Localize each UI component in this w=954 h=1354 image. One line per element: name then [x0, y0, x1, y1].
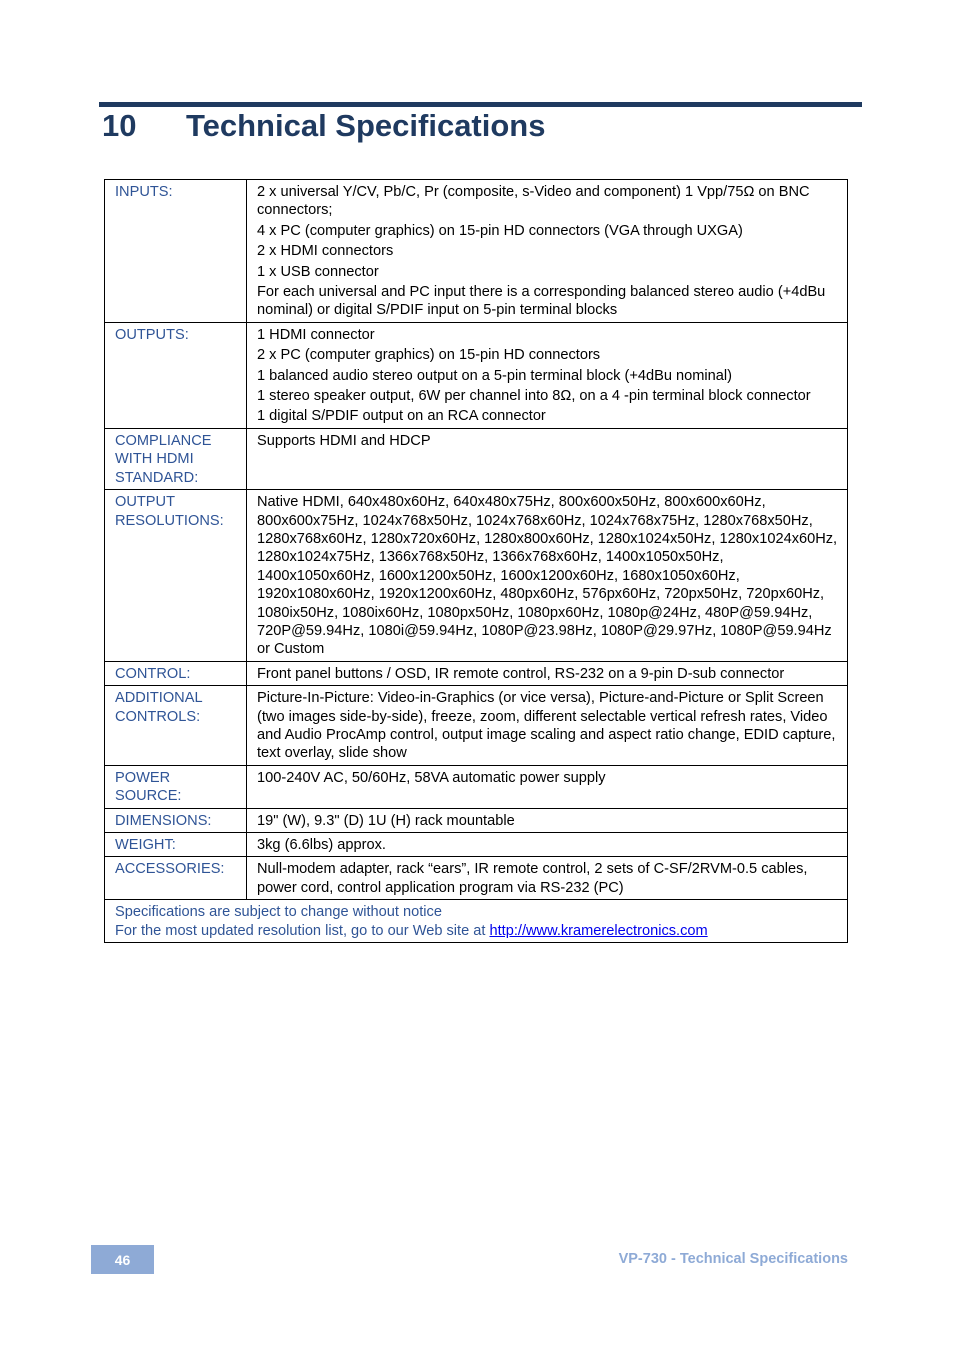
list-item: 1 digital S/PDIF output on an RCA connector	[257, 408, 546, 425]
spec-value	[247, 808, 848, 832]
spec-label: COMPLIANCE WITH HDMI STANDARD:	[105, 428, 247, 489]
spec-text: Null-modem adapter, rack “ears”, IR remote control, 2 sets of C-SF/2RVM-0.5 cables, power cord, control application program via RS-232 (PC)	[257, 861, 808, 896]
table-row	[105, 661, 848, 685]
spec-text: 100-240V AC, 50/60Hz, 58VA automatic power supply	[257, 769, 606, 786]
list-item: 1 balanced audio stereo output on a 5-pin terminal block (+4dBu nominal)	[257, 367, 733, 384]
list-item: 1 HDMI connector	[257, 326, 375, 343]
table-row	[105, 808, 848, 832]
note-text	[115, 922, 841, 940]
list-item: 2 x universal Y/CV, Pb/C, Pr (composite, s-Video and component) 1 Vpp/75Ω on BNC connectors;	[257, 184, 810, 219]
spec-label: INPUTS:	[105, 180, 247, 323]
notes-row	[105, 900, 848, 943]
heading-rule	[99, 102, 862, 107]
table-row	[105, 180, 848, 323]
table-row	[105, 686, 848, 766]
spec-text: 19" (W), 9.3" (D) 1U (H) rack mountable	[257, 812, 515, 829]
table-row	[105, 428, 848, 489]
table-row	[105, 765, 848, 808]
spec-label: WEIGHT:	[105, 833, 247, 857]
spec-value	[247, 322, 848, 428]
list-item: For each universal and PC input there is a corresponding balanced stereo audio (+4dBu nominal) or digital S/PDIF input on 5-pin terminal blocks	[257, 284, 826, 319]
spec-value	[247, 765, 848, 808]
spec-value	[247, 686, 848, 766]
spec-label: ACCESSORIES:	[105, 857, 247, 900]
spec-label: POWER SOURCE:	[105, 765, 247, 808]
section-title: Technical Specifications	[186, 108, 546, 143]
notes-cell	[105, 900, 848, 943]
spec-text: Native HDMI, 640x480x60Hz, 640x480x75Hz, 800x600x50Hz, 800x600x60Hz, 800x600x75Hz, 1024x768x50Hz, 1024x768x60Hz, 1024x768x75Hz, 1280x768x50Hz, 1280x768x60Hz, 1280x720x60Hz, 1280x800x60Hz, 1280x1024x50Hz, 1280x1024x60Hz, 1280x1024x75Hz, 1366x768x50Hz, 1366x768x60Hz, 1400x1050x50Hz, 1400x1050x60Hz, 1600x1200x50Hz, 1600x1200x60Hz, 1680x1050x60Hz, 1920x1080x60Hz, 1920x1200x60Hz, 480px60Hz, 576px60Hz, 720px50Hz, 720px60Hz, 1080ix50Hz, 1080ix60Hz, 1080px50Hz, 1080px60Hz, 1080p@24Hz, 480P@59.94Hz, 720P@59.94Hz, 1080i@59.94Hz, 1080P@23.98Hz, 1080P@29.97Hz, 1080P@59.94Hz or Custom	[257, 494, 838, 658]
spec-value	[247, 661, 848, 685]
specifications-table	[104, 179, 848, 943]
list-item: 2 x PC (computer graphics) on 15-pin HD connectors	[257, 347, 601, 364]
website-link[interactable]: http://www.kramerelectronics.com	[489, 922, 708, 939]
list-item: 1 stereo speaker output, 6W per channel into 8Ω, on a 4 -pin terminal block connector	[257, 388, 811, 405]
table-row	[105, 490, 848, 662]
spec-label: DIMENSIONS:	[105, 808, 247, 832]
footer-title: VP-730 - Technical Specifications	[618, 1251, 848, 1267]
page-title	[102, 108, 545, 144]
spec-text: Picture-In-Picture: Video-in-Graphics (or vice versa), Picture-and-Picture or Split Screen (two images side-by-side), freeze, zoom, different selectable vertical refresh rates, Video and Audio ProcAmp control, output image scaling and aspect ratio change, EDID capture, text overlay, slide show	[257, 690, 836, 762]
list-item: 2 x HDMI connectors	[257, 243, 394, 260]
note-prefix: For the most updated resolution list, go to our Web site at	[115, 922, 490, 939]
table-row	[105, 833, 848, 857]
spec-value	[247, 180, 848, 323]
list-item: 4 x PC (computer graphics) on 15-pin HD connectors (VGA through UXGA)	[257, 222, 743, 239]
spec-label: ADDITIONAL CONTROLS:	[105, 686, 247, 766]
spec-text: 3kg (6.6lbs) approx.	[257, 837, 386, 853]
section-number: 10	[102, 108, 137, 143]
table-row	[105, 857, 848, 900]
spec-value	[247, 428, 848, 489]
spec-value	[247, 490, 848, 662]
spec-label: OUTPUTS:	[105, 322, 247, 428]
spec-value	[247, 857, 848, 900]
spec-text: Supports HDMI and HDCP	[257, 432, 431, 449]
spec-text: Front panel buttons / OSD, IR remote control, RS-232 on a 9-pin D-sub connector	[257, 665, 785, 682]
spec-label: CONTROL:	[105, 661, 247, 685]
table-row	[105, 322, 848, 428]
page-number: 46	[91, 1245, 154, 1274]
note-text: Specifications are subject to change without notice	[115, 904, 442, 921]
spec-label: OUTPUT RESOLUTIONS:	[105, 490, 247, 662]
list-item: 1 x USB connector	[257, 263, 379, 280]
spec-value	[247, 833, 848, 857]
